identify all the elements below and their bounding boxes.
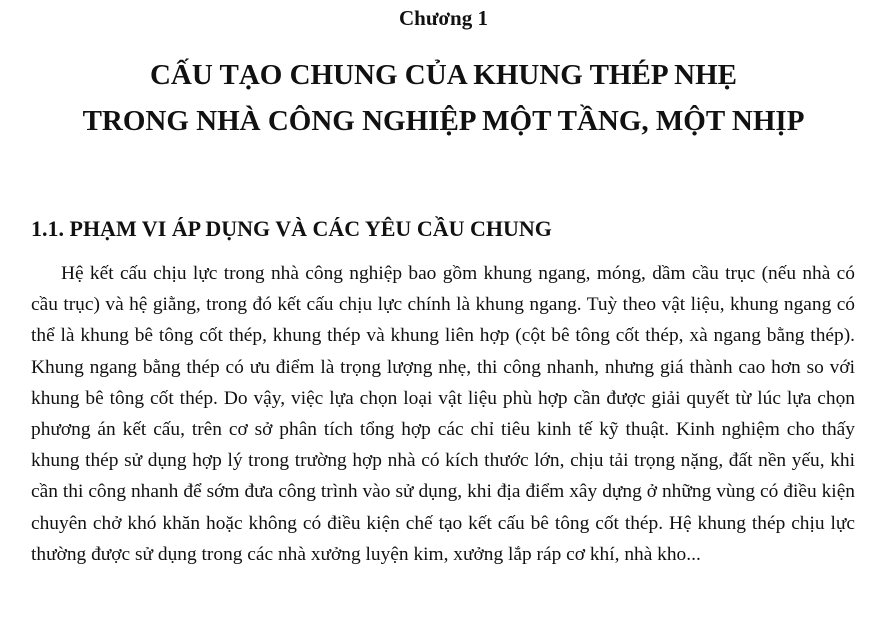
chapter-title-line-2: TRONG NHÀ CÔNG NGHIỆP MỘT TẦNG, MỘT NHỊP bbox=[82, 105, 805, 137]
chapter-label: Chương 1 bbox=[398, 6, 488, 30]
chapter-title bbox=[0, 52, 887, 144]
section-heading: 1.1. PHẠM VI ÁP DỤNG VÀ CÁC YÊU CẦU CHUNG bbox=[31, 216, 552, 241]
section-paragraph: Hệ kết cấu chịu lực trong nhà công nghiệp bao gồm khung ngang, móng, dầm cầu trục (nếu nhà có cầu trục) và hệ giằng, trong đó kết cấu chịu lực chính là khung ngang. Tuỳ theo vật liệu, khung ngang có thể là khung bê tông cốt thép, khung thép và khung liên hợp (cột bê tông cốt thép, xà ngang bằng thép). Khung ngang bằng thép có ưu điểm là trọng lượng nhẹ, thi công nhanh, nhưng giá thành cao hơn so với khung bê tông cốt thép. Do vậy, việc lựa chọn loại vật liệu phù hợp cần được giải quyết từ lúc lựa chọn phương án kết cấu, trên cơ sở phân tích tổng hợp các chỉ tiêu kinh tế kỹ thuật. Kinh nghiệm cho thấy khung thép sử dụng hợp lý trong trường hợp nhà có kích thước lớn, chịu tải trọng nặng, đất nền yếu, khi cần thi công nhanh để sớm đưa công trình vào sử dụng, khi địa điểm xây dựng ở những vùng có điều kiện chuyên chở khó khăn hoặc không có điều kiện chế tạo kết cấu bê tông cốt thép. Hệ khung thép chịu lực thường được sử dụng trong các nhà xưởng luyện kim, xưởng lắp ráp cơ khí, nhà kho... bbox=[31, 263, 855, 565]
chapter-title-line-1: CẤU TẠO CHUNG CỦA KHUNG THÉP NHẸ bbox=[149, 59, 738, 91]
